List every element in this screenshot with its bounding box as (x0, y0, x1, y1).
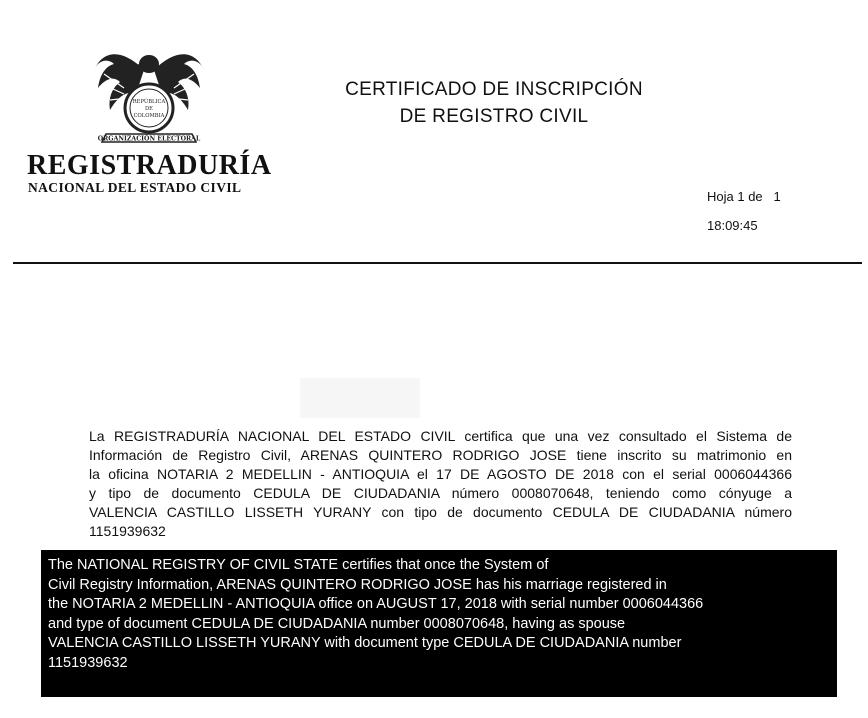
english-line: 1151939632 (48, 654, 128, 671)
english-line: the NOTARIA 2 MEDELLIN - ANTIOQUIA office on AUGUST 17, 2018 with serial number 0006044366 (48, 596, 704, 612)
english-line: Civil Registry Information, ARENAS QUINTERO RODRIGO JOSE has his marriage registered in (48, 576, 667, 593)
english-line: The NATIONAL REGISTRY OF CIVIL STATE certifies that once the System of (48, 557, 549, 573)
spanish-line: 1151939632 (89, 523, 166, 539)
spanish-line: la oficina NOTARIA 2 MEDELLIN - ANTIOQUIA el 17 DE AGOSTO DE 2018 con el serial 0006044366 (89, 466, 792, 482)
spanish-line: y tipo de documento CEDULA DE CIUDADANIA número 0008070648, teniendo como cónyuge a (89, 485, 792, 501)
title-line-2: DE REGISTRO CIVIL (399, 106, 589, 127)
spanish-line: Información de Registro Civil, ARENAS QUINTERO RODRIGO JOSE tiene inscrito su matrimonio en (89, 447, 792, 463)
timestamp: 18:09:45 (707, 218, 758, 233)
spanish-line: VALENCIA CASTILLO LISSETH YURANY con tipo de documento CEDULA DE CIUDADANIA número (89, 504, 792, 520)
page-counter: Hoja 1 de 1 (707, 189, 781, 204)
registraduria-logo (22, 30, 272, 200)
seal-text-1: REPÚBLICA (132, 99, 166, 105)
brand-subtitle: NACIONAL DEL ESTADO CIVIL (28, 180, 242, 195)
brand-name: REGISTRADURÍA (27, 150, 272, 181)
seal-banner: ORGANIZACIÓN ELECTORAL (97, 135, 201, 143)
faded-watermark (300, 378, 420, 418)
document-title (300, 76, 688, 130)
condor-seal-icon (84, 30, 214, 148)
spanish-line: La REGISTRADURÍA NACIONAL DEL ESTADO CIVIL certifica que una vez consultado el Sistema de (89, 428, 792, 444)
title-line-1: CERTIFICADO DE INSCRIPCIÓN (345, 79, 643, 100)
seal-text-3: COLOMBIA (133, 113, 165, 119)
english-translation-box (41, 550, 837, 697)
seal-text-2: DE (145, 106, 153, 112)
english-line: VALENCIA CASTILLO LISSETH YURANY with document type CEDULA DE CIUDADANIA number (48, 635, 682, 651)
spanish-certification-text (89, 427, 792, 541)
english-line: and type of document CEDULA DE CIUDADANIA number 0008070648, having as spouse (48, 615, 626, 632)
header-divider (13, 262, 862, 264)
